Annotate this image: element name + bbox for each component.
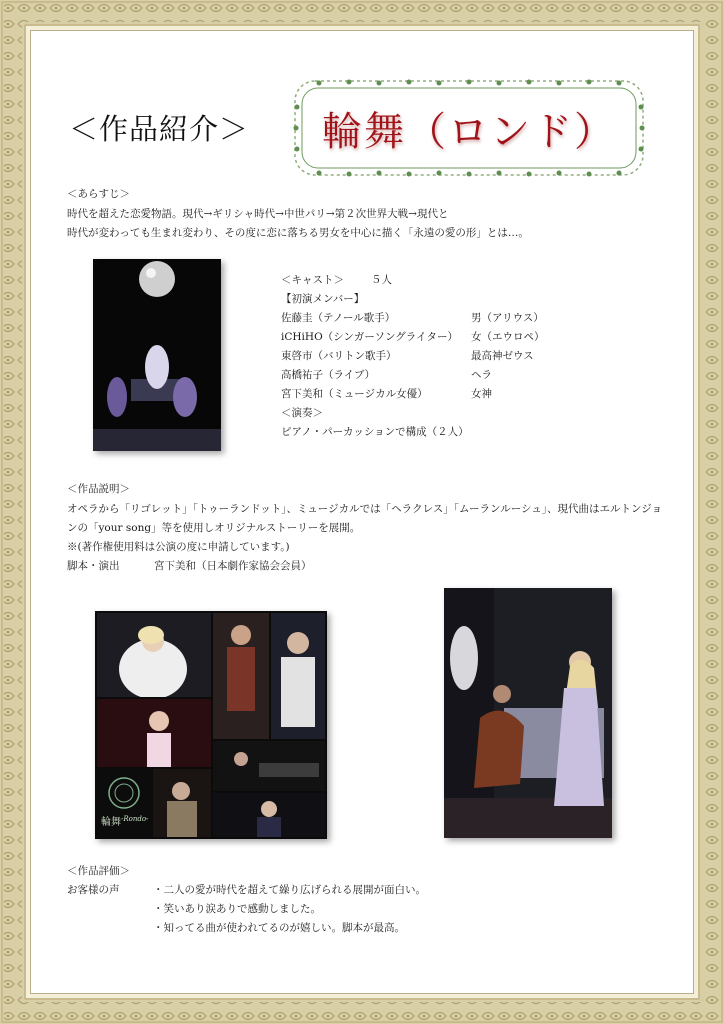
description-line: ンの「your song」等を使用しオリジナルストーリーを展開。 [67, 522, 361, 534]
description-line: ※(著作権使用料は公演の度に申請しています。) [67, 541, 290, 553]
content-page [30, 30, 694, 994]
cast-count: ５人 [371, 274, 392, 286]
collage-photo [271, 613, 325, 739]
collage-photo [213, 613, 269, 739]
title-frame [289, 75, 649, 181]
stage-photo-image [93, 259, 221, 451]
cast-member-name: 宮下美和（ミュージカル女優） [281, 388, 428, 400]
collage-logo-sub: -Rondo- [121, 815, 149, 823]
performance-heading: ＜演奏＞ [281, 407, 323, 419]
synopsis-line: 時代を超えた恋愛物語。現代→ギリシャ時代→中世パリ→第２次世界大戦→現代と [67, 208, 449, 220]
cast-member-name: 高橋祐子（ライブ） [281, 369, 375, 381]
description-heading: ＜作品説明＞ [67, 483, 130, 495]
stage-photo [93, 259, 221, 451]
cast-member-role: 女神 [471, 388, 492, 400]
scene-photo [444, 588, 612, 838]
cast-member-name: 東啓市（バリトン歌手） [281, 350, 397, 362]
synopsis-heading: ＜あらすじ＞ [67, 188, 130, 200]
cast-member-name: 佐藤圭（テノール歌手） [281, 312, 396, 324]
evaluation-heading: ＜作品評価＞ [67, 865, 130, 877]
collage-photo [97, 699, 211, 767]
cast-member-role: 最高神ゼウス [471, 350, 534, 362]
collage-logo [97, 769, 151, 837]
scene-photo-image [444, 588, 612, 838]
page-heading: ＜作品紹介＞ [69, 112, 250, 146]
credit-label: 脚本・演出 [67, 560, 120, 572]
credit-value: 宮下美和（日本劇作家協会会員） [154, 560, 312, 572]
cast-heading: ＜キャスト＞ [281, 274, 344, 286]
collage-photo [213, 741, 325, 791]
evaluation-comment: ・二人の愛が時代を超えて繰り広げられる展開が面白い。 [153, 884, 426, 896]
evaluation-label: お客様の声 [67, 884, 120, 896]
cast-member-role: ヘラ [471, 369, 492, 381]
collage-photo [153, 769, 211, 837]
description-line: オペラから「リゴレット」「トゥーランドット」、ミュージカルでは「ヘラクレス」「ムーランルーシュ」、現代曲はエルトンジョ [67, 503, 663, 515]
evaluation-comment: ・知ってる曲が使われてるのが嬉しい。脚本が最高。 [153, 922, 405, 934]
performance-text: ピアノ・パーカッションで構成（２人） [281, 426, 469, 438]
cast-member-name: iCHiHO（シンガーソングライター） [281, 331, 458, 343]
cast-subheading: 【初演メンバー】 [281, 293, 365, 305]
evaluation-comment: ・笑いあり涙ありで感動しました。 [153, 903, 321, 915]
cast-member-role: 女（エウロペ） [471, 331, 545, 343]
collage-logo-text: 輪舞 [101, 817, 121, 828]
photo-collage [95, 611, 327, 839]
collage-photo [97, 613, 211, 697]
cast-member-role: 男（アリウス） [471, 312, 544, 324]
collage-photo [213, 793, 325, 837]
show-title: 輪舞（ロンド） [322, 108, 616, 155]
synopsis-line: 時代が変わっても生まれ変わり、その度に恋に落ちる男女を中心に描く「永遠の愛の形」とは…。 [67, 227, 529, 239]
